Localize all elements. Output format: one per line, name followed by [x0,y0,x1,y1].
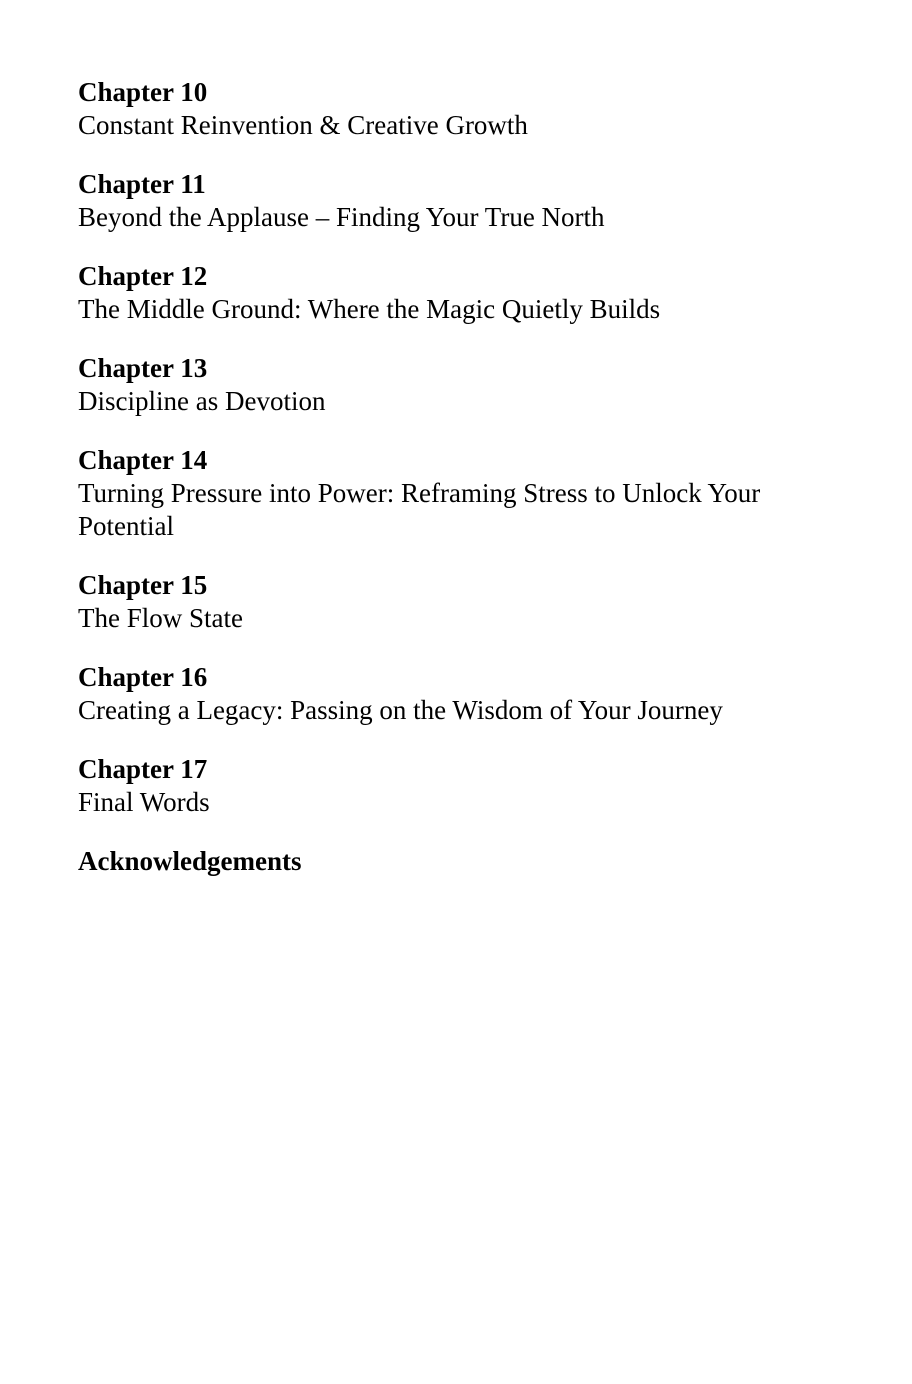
chapter-number: Chapter 15 [78,570,208,600]
toc-entry-chapter-15 [78,569,818,635]
chapter-title: Creating a Legacy: Passing on the Wisdom of Your Journey [78,695,723,725]
chapter-number: Chapter 12 [78,261,208,291]
toc-entry-chapter-13 [78,352,818,418]
toc-entry-chapter-14 [78,444,818,543]
toc-entry-acknowledgements [78,845,818,878]
chapter-number: Chapter 11 [78,169,206,199]
chapter-number: Chapter 10 [78,77,208,107]
toc-entry-chapter-10 [78,76,818,142]
acknowledgements-heading: Acknowledgements [78,846,302,876]
toc-entry-chapter-11 [78,168,818,234]
chapter-title: Discipline as Devotion [78,386,326,416]
chapter-number: Chapter 14 [78,445,208,475]
chapter-title: Final Words [78,787,210,817]
chapter-title: Turning Pressure into Power: Reframing Stress to Unlock Your Potential [78,478,761,541]
table-of-contents [78,76,818,904]
toc-entry-chapter-12 [78,260,818,326]
chapter-number: Chapter 17 [78,754,208,784]
chapter-title: Beyond the Applause – Finding Your True North [78,202,605,232]
chapter-title: The Flow State [78,603,243,633]
chapter-number: Chapter 16 [78,662,208,692]
toc-entry-chapter-17 [78,753,818,819]
chapter-title: Constant Reinvention & Creative Growth [78,110,528,140]
chapter-title: The Middle Ground: Where the Magic Quietly Builds [78,294,661,324]
toc-entry-chapter-16 [78,661,818,727]
chapter-number: Chapter 13 [78,353,208,383]
